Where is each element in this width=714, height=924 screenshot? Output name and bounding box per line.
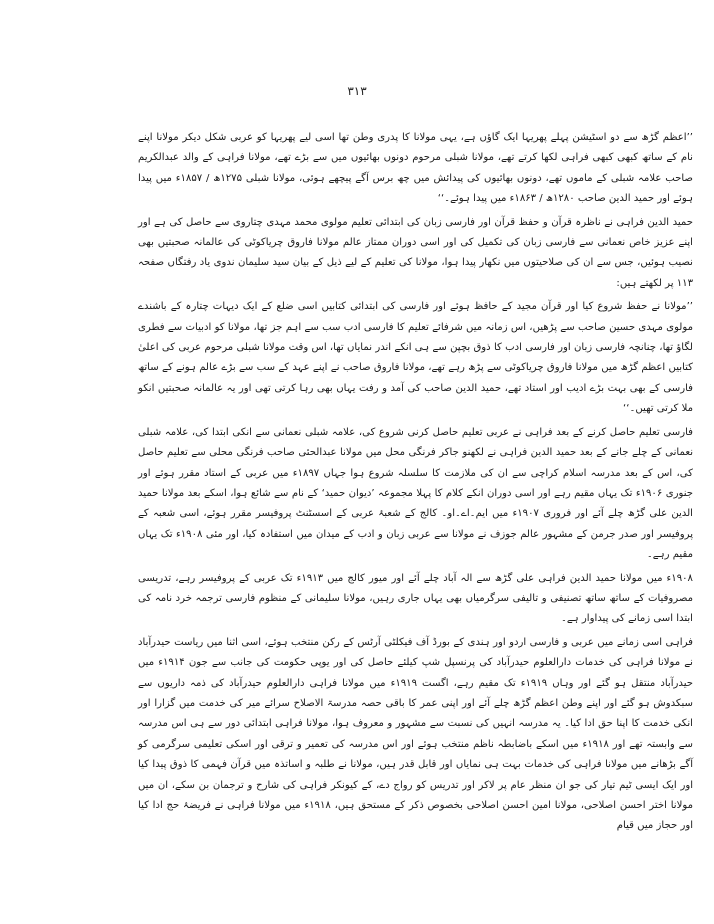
page-number: ۳۱۳ xyxy=(347,84,367,98)
paragraph-quote-education: ’’مولانا نے حفظ شروع کیا اور قرآن مجید کے حافظ ہوئے اور فارسی کی ابتدائی کتابیں اسی ضلع کے ایک دیہات چتارہ کے باشندے مولوی مہدی حسین صاحب سے پڑھیں، اس زمانہ میں شرفائے تعلیم کا فارسی ادب سب سے اہم جز تھا، مولانا کو ادبیات سے فطری لگاؤ تھا، چنانچہ فارسی زبان اور فارسی ادب کا ذوق بچپن سے ہی انکے اندر نمایاں تھا، اس وقت مولانا شبلی مرحوم عربی کی اعلیٰ کتابیں اعظم گڑھ میں مولانا فاروق چریاکوٹی سے پڑھ رہے تھے، مولانا فاروق صاحب نے اپنے عہد کے سب سے بڑے عالم ہونے کے ساتھ فارسی کے بھی بہت بڑے ادیب اور استاد تھے، حمید الدین صاحب کی آمد و رفت یہاں بھی رہا کرتی تھی اور یہ عالمانہ صحبتیں انکو ملا کرتی تھیں۔‘‘ xyxy=(138,301,693,415)
paragraph-allahabad: ۱۹۰۸ء میں مولانا حمید الدین فراہی علی گڑھ سے الہ آباد چلے آئے اور میور کالج میں ۱۹۱۳ء تک عربی کے پروفیسر رہے، تدریسی مصروفیات کے ساتھ ساتھ تصنیفی و تالیفی سرگرمیاں بھی یہاں جاری رہیں، مولانا سلیمانی کے منظوم فارسی ترجمہ خرد نامہ کی ابتدا اسی زمانے کی پیداوار ہے۔ xyxy=(138,572,693,625)
paragraph-hyderabad: فراہی اسی زمانے میں عربی و فارسی اردو اور ہندی کے بورڈ آف فیکلٹی آرٹس کے رکن منتخب ہوئے، اسی اثنا میں ریاست حیدرآباد نے مولانا فراہی کی خدمات دارالعلوم حیدرآباد کی پرنسپل شپ کیلئے حاصل کی اور یوپی حکومت کی جانب سے جون ۱۹۱۴ء میں حیدرآباد منتقل ہو گئے اور وہاں ۱۹۱۹ء تک مقیم رہے، اگست ۱۹۱۹ء میں مولانا فراہی دارالعلوم حیدرآباد کی ذمہ داریوں سے سبکدوش ہو گئے اور اپنے وطن اعظم گڑھ چلے آئے اور اپنی عمر کا باقی حصہ مدرسۃ الاصلاح سرائے میر کی خدمت میں گزارا اور انکی خدمت کا اپنا حق ادا کیا۔ یہ مدرسہ انہیں کی نسبت سے مشہور و معروف ہوا، مولانا فراہی ابتدائی دور سے ہی اس مدرسہ سے وابستہ تھے اور ۱۹۱۸ء میں اسکے باضابطہ ناظم منتخب ہوئے اور اس مدرسہ کی تعمیر و ترقی اور اسکی تعلیمی سرگرمی کو آگے بڑھانے میں مولانا فراہی کی خدمات بہت ہی نمایاں اور قابل قدر ہیں، مولانا نے طلبہ و اساتذہ میں قرآن فہمی کا ذوق پیدا کیا اور ایک ایسی ٹیم تیار کی جو ان منظر عام پر لاکر اور تدریس کو رواج دے، کے کیونکر فراہی کی شارح و ترجمان بن سکے، ان میں مولانا اختر احسن اصلاحی، مولانا امین احسن اصلاحی بخصوص ذکر کے مستحق ہیں، ۱۹۱۸ء میں مولانا فراہی نے فریضۂ حج ادا کیا اور حجاز میں قیام xyxy=(138,636,693,832)
paragraph-quote-origin: ’’اعظم گڑھ سے دو اسٹیشن پہلے پھریہا ایک گاؤں ہے، یہی مولانا کا پدری وطن تھا اسی لیے پھریہا کو عربی شکل دیکر مولانا اپنے نام کے ساتھ کبھی کبھی فراہی لکھا کرتے تھے، مولانا شبلی مرحوم دونوں بھائیوں میں سے بڑے تھے، مولانا فراہی کے والد عبدالکریم صاحب علامہ شبلی کے ماموں تھے، دونوں بھائیوں کی پیدائش میں چھ برس آگے پیچھے ہوئی، مولانا شبلی ۱۲۷۵ھ / ۱۸۵۷ء میں پیدا ہوئے اور حمید الدین صاحب ۱۲۸۰ھ / ۱۸۶۳ء میں پیدا ہوئے۔‘‘ xyxy=(138,132,693,205)
paragraph-arabic-education: فارسی تعلیم حاصل کرنے کے بعد فراہی نے عربی تعلیم حاصل کرنی شروع کی، علامہ شبلی نعمانی سے انکی ابتدا کی، علامہ شبلی نعمانی کے چلے جانے کے بعد حمید الدین فراہی نے لکھنو جاکر فرنگی محل میں مولانا عبدالحئی صاحب فرنگی محلی سے تعلیم حاصل کی، اس کے بعد مدرسہ اسلام کراچی سے ان کی ملازمت کا سلسلہ شروع ہوا جہاں ۱۸۹۷ء میں عربی کے استاد مقرر ہوئے اور جنوری ۱۹۰۶ء تک یہاں مقیم رہے اور اسی دوران انکے کلام کا پہلا مجموعہ ’دیوان حمید‘ کے نام سے شائع ہوا، اسکے بعد مولانا حمید الدین علی گڑھ چلے آئے اور فروری ۱۹۰۷ء میں ایم۔اے۔او۔ کالج کے شعبۂ عربی کے اسسٹنٹ پروفیسر مقرر ہوئے، اسی شعبہ کے پروفیسر اور صدر جرمن کے مشہور عالم جوزف نے مولانا سے عربی زبان و ادب کے میدان میں استفادہ کیا، اور مئی ۱۹۰۸ء تک یہاں مقیم رہے۔ xyxy=(138,426,694,561)
page-body xyxy=(138,128,693,837)
paragraph-early-education: حمید الدین فراہی نے ناظرہ قرآن و حفظ قرآن اور فارسی زبان کی ابتدائی تعلیم مولوی محمد مہدی چتاروی سے حاصل کی ہے اور اپنے عزیز خاص نعمانی سے فارسی زبان کی تکمیل کی اور اسی دوران ممتاز عالم مولانا فاروق چریاکوٹی کی عالمانہ صحبتیں بھی نصیب ہوئیں، جس سے ان کی صلاحیتوں میں نکھار پیدا ہوا، مولانا کی تعلیم کے لیے ذیل کے بیان سید سلیمان ندوی یاد رفتگاں صفحہ ۱۱۳ پر لکھتے ہیں: xyxy=(138,216,693,289)
